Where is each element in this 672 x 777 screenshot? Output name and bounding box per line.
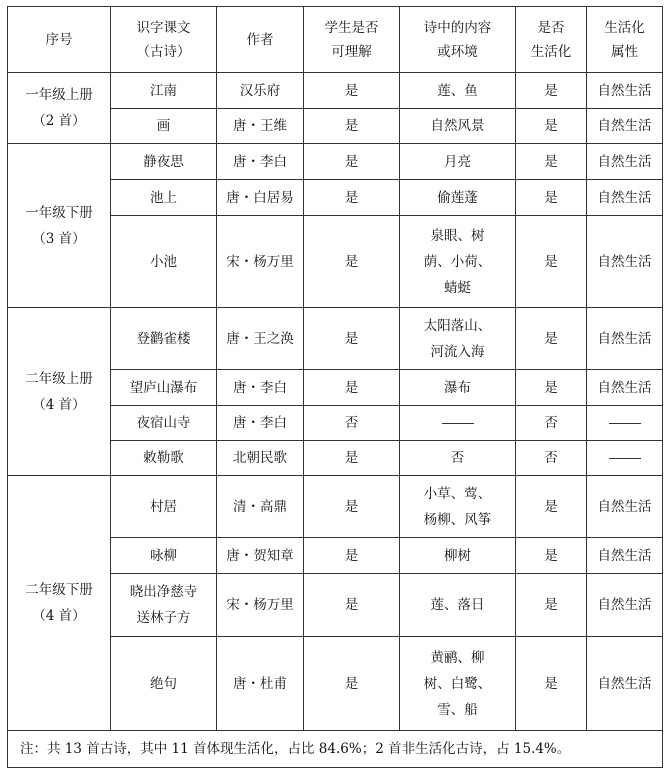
understand-cell: 是: [304, 441, 400, 476]
poem-title: 江南: [111, 73, 217, 109]
attr-cell: 自然生活: [587, 538, 663, 574]
grade-label: 一年级上册 （2 首）: [8, 73, 111, 144]
understand-cell: 是: [304, 574, 400, 637]
poem-author: 唐・王维: [217, 109, 304, 144]
table-row: [8, 73, 663, 109]
poem-author: 唐・李白: [217, 144, 304, 180]
poem-title: 晓出净慈寺 送林子方: [111, 574, 217, 637]
poem-title: 夜宿山寺: [111, 406, 217, 441]
poem-title: 画: [111, 109, 217, 144]
grade-label: 一年级下册 （3 首）: [8, 144, 111, 308]
attr-cell: 自然生活: [587, 637, 663, 731]
grade-label: 二年级下册 （4 首）: [8, 476, 111, 731]
content-cell: 太阳落山、 河流入海: [400, 308, 516, 370]
poem-author: 唐・白居易: [217, 180, 304, 216]
poem-title: 咏柳: [111, 538, 217, 574]
poem-author: 宋・杨万里: [217, 574, 304, 637]
life-cell: 否: [516, 441, 587, 476]
content-cell: 小草、莺、 杨柳、风筝: [400, 476, 516, 538]
poem-author: 清・高鼎: [217, 476, 304, 538]
poem-author: 北朝民歌: [217, 441, 304, 476]
poem-author: 唐・王之涣: [217, 308, 304, 370]
content-cell: 偷莲蓬: [400, 180, 516, 216]
poem-author: 唐・杜甫: [217, 637, 304, 731]
attr-cell: 自然生活: [587, 308, 663, 370]
poem-author: 唐・李白: [217, 370, 304, 406]
poem-title: 登鹳雀楼: [111, 308, 217, 370]
poem-title: 敕勒歌: [111, 441, 217, 476]
understand-cell: 是: [304, 476, 400, 538]
content-cell: 泉眼、树 荫、小荷、 蜻蜓: [400, 216, 516, 308]
poem-author: 汉乐府: [217, 73, 304, 109]
life-cell: 是: [516, 370, 587, 406]
table-row: [8, 476, 663, 538]
attr-cell: 自然生活: [587, 109, 663, 144]
header-content: 诗中的内容 或环境: [400, 7, 516, 73]
attr-cell: 自然生活: [587, 180, 663, 216]
attr-cell: 自然生活: [587, 476, 663, 538]
content-cell: 否: [400, 441, 516, 476]
content-cell: 黄鹂、柳 树、白鹭、 雪、船: [400, 637, 516, 731]
poem-title: 池上: [111, 180, 217, 216]
understand-cell: 是: [304, 180, 400, 216]
poem-author: 宋・杨万里: [217, 216, 304, 308]
understand-cell: 是: [304, 637, 400, 731]
header-understand: 学生是否 可理解: [304, 7, 400, 73]
content-cell: 莲、落日: [400, 574, 516, 637]
attr-cell: [587, 406, 663, 441]
attr-cell: 自然生活: [587, 370, 663, 406]
poem-title: 绝句: [111, 637, 217, 731]
poem-title: 小池: [111, 216, 217, 308]
poem-title: 村居: [111, 476, 217, 538]
life-cell: 是: [516, 574, 587, 637]
life-cell: 是: [516, 216, 587, 308]
header-attr: 生活化 属性: [587, 7, 663, 73]
attr-cell: 自然生活: [587, 73, 663, 109]
header-index: 序号: [8, 7, 111, 73]
life-cell: 是: [516, 73, 587, 109]
understand-cell: 是: [304, 538, 400, 574]
header-title: 识字课文 （古诗）: [111, 7, 217, 73]
attr-cell: 自然生活: [587, 574, 663, 637]
understand-cell: 是: [304, 144, 400, 180]
content-cell: 瀑布: [400, 370, 516, 406]
poem-author: 唐・贺知章: [217, 538, 304, 574]
header-row: [8, 7, 663, 73]
attr-cell: 自然生活: [587, 144, 663, 180]
understand-cell: 是: [304, 73, 400, 109]
understand-cell: 是: [304, 370, 400, 406]
poem-author: 唐・李白: [217, 406, 304, 441]
life-cell: 是: [516, 109, 587, 144]
content-cell: 月亮: [400, 144, 516, 180]
understand-cell: 是: [304, 109, 400, 144]
life-cell: 是: [516, 180, 587, 216]
grade-label: 二年级上册 （4 首）: [8, 308, 111, 476]
life-cell: 是: [516, 538, 587, 574]
attr-cell: [587, 441, 663, 476]
dash-mark: [609, 458, 641, 459]
header-life: 是否 生活化: [516, 7, 587, 73]
content-cell: 莲、鱼: [400, 73, 516, 109]
life-cell: 是: [516, 144, 587, 180]
poem-title: 静夜思: [111, 144, 217, 180]
life-cell: 否: [516, 406, 587, 441]
understand-cell: 是: [304, 216, 400, 308]
life-cell: 是: [516, 637, 587, 731]
life-cell: 是: [516, 308, 587, 370]
understand-cell: 否: [304, 406, 400, 441]
life-cell: 是: [516, 476, 587, 538]
table-body: [8, 7, 663, 768]
dash-mark: [609, 423, 641, 424]
content-cell: [400, 406, 516, 441]
content-cell: 自然风景: [400, 109, 516, 144]
dash-mark: [442, 423, 474, 424]
poem-title: 望庐山瀑布: [111, 370, 217, 406]
table-note: 注：共 13 首古诗，其中 11 首体现生活化，占比 84.6%；2 首非生活化古诗，占 15.4%。: [8, 731, 663, 768]
understand-cell: 是: [304, 308, 400, 370]
attr-cell: 自然生活: [587, 216, 663, 308]
header-author: 作者: [217, 7, 304, 73]
content-cell: 柳树: [400, 538, 516, 574]
table-row: [8, 144, 663, 180]
poems-table: [7, 6, 663, 768]
table-row: [8, 308, 663, 370]
note-row: [8, 731, 663, 768]
